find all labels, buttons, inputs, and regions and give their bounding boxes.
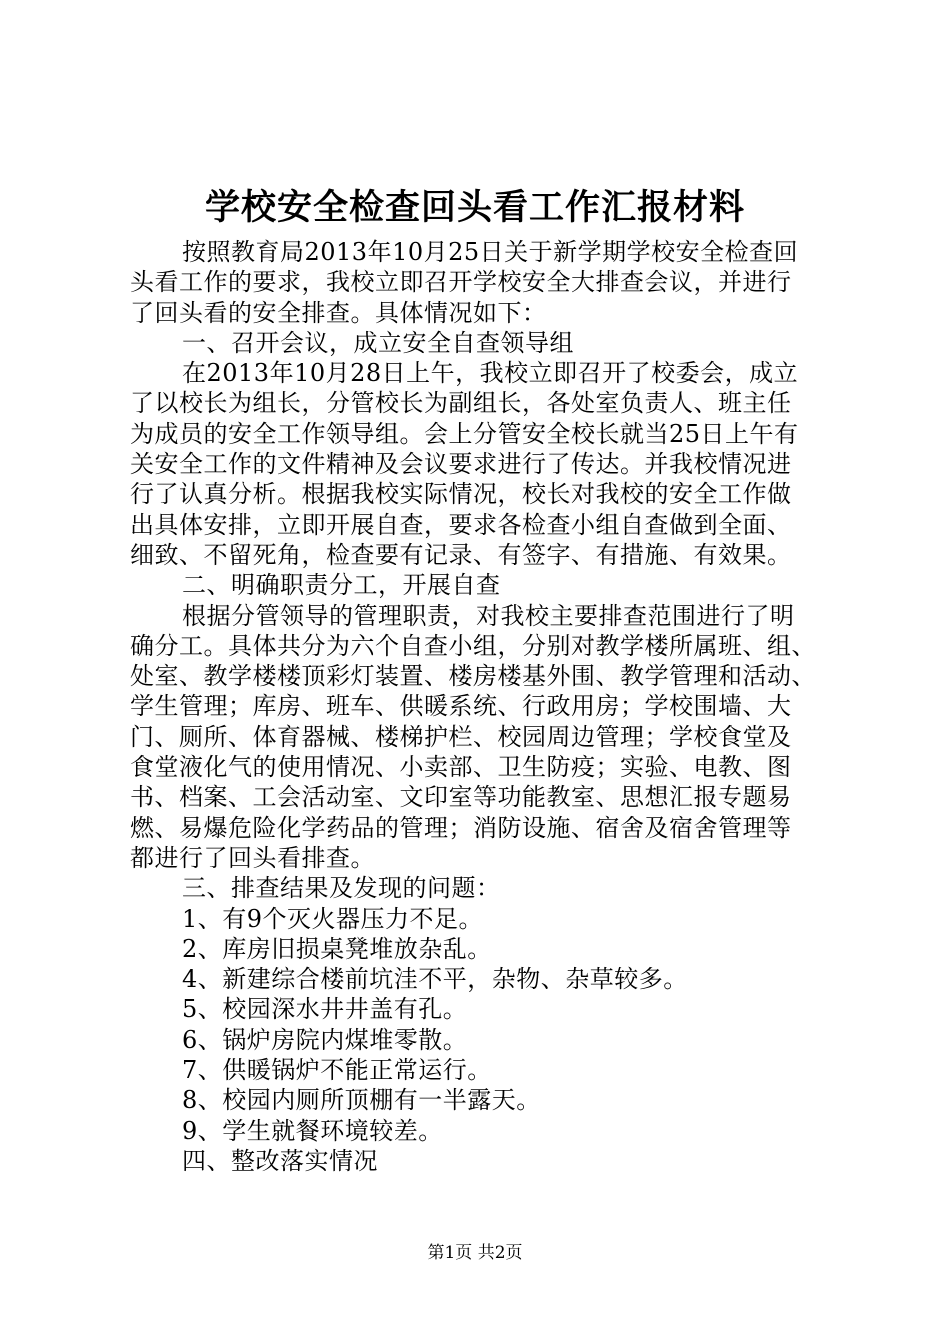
- text-line: 8、校园内厕所顶棚有一半露天。: [182, 1086, 541, 1115]
- document-title: 学校安全检查回头看工作汇报材料: [204, 187, 745, 228]
- text-line: 根据分管领导的管理职责，对我校主要排查范围进行了明: [182, 601, 795, 630]
- text-line: 5、校园深水井井盖有孔。: [182, 995, 468, 1024]
- text-line: 在2013年10月28日上午，我校立即召开了校委会，成立: [182, 359, 799, 388]
- text-line: 细致、不留死角，检查要有记录、有签字、有措施、有效果。: [130, 540, 792, 569]
- text-line: 1、有9个灭火器压力不足。: [182, 904, 484, 933]
- text-line: 书、档案、工会活动室、文印室等功能教室、思想汇报专题易: [130, 783, 792, 812]
- page-number-footer: 第1页 共2页: [427, 1243, 523, 1263]
- text-line: 都进行了回头看排查。: [130, 843, 375, 872]
- document-body: [130, 237, 850, 1176]
- text-line: 燃、易爆危险化学药品的管理；消防设施、宿舍及宿舍管理等: [130, 813, 792, 842]
- text-line: 头看工作的要求，我校立即召开学校安全大排查会议，并进行: [130, 268, 792, 297]
- text-line: 了以校长为组长，分管校长为副组长，各处室负责人、班主任: [130, 389, 792, 418]
- text-line: 门、厕所、体育器械、楼梯护栏、校园周边管理；学校食堂及: [130, 722, 792, 751]
- text-line: 二、明确职责分工，开展自查: [182, 571, 501, 600]
- text-line: 9、学生就餐环境较差。: [182, 1116, 443, 1145]
- text-line: 关安全工作的文件精神及会议要求进行了传达。并我校情况进: [130, 450, 792, 479]
- text-line: 行了认真分析。根据我校实际情况，校长对我校的安全工作做: [130, 480, 792, 509]
- text-line: 确分工。具体共分为六个自查小组，分别对教学楼所属班、组、: [130, 631, 816, 660]
- text-line: 出具体安排，立即开展自查，要求各检查小组自查做到全面、: [130, 510, 792, 539]
- text-line: 食堂液化气的使用情况、小卖部、卫生防疫；实验、电教、图: [130, 753, 792, 782]
- text-line: 6、锅炉房院内煤堆零散。: [182, 1025, 468, 1054]
- text-line: 4、新建综合楼前坑洼不平，杂物、杂草较多。: [182, 965, 688, 994]
- text-line: 学生管理；库房、班车、供暖系统、行政用房；学校围墙、大: [130, 692, 792, 721]
- text-line: 按照教育局2013年10月25日关于新学期学校安全检查回: [182, 238, 799, 266]
- text-line: 2、库房旧损桌凳堆放杂乱。: [182, 934, 492, 963]
- text-line: 三、排查结果及发现的问题：: [182, 874, 501, 903]
- text-line: 为成员的安全工作领导组。会上分管安全校长就当25日上午有: [130, 419, 799, 448]
- text-line: 处室、教学楼楼顶彩灯装置、楼房楼基外围、教学管理和活动、: [130, 662, 816, 691]
- text-line: 7、供暖锅炉不能正常运行。: [182, 1056, 492, 1085]
- text-line: 了回头看的安全排查。具体情况如下：: [130, 298, 547, 327]
- text-line: 四、整改落实情况: [182, 1146, 378, 1175]
- text-line: 一、召开会议，成立安全自查领导组: [182, 328, 574, 357]
